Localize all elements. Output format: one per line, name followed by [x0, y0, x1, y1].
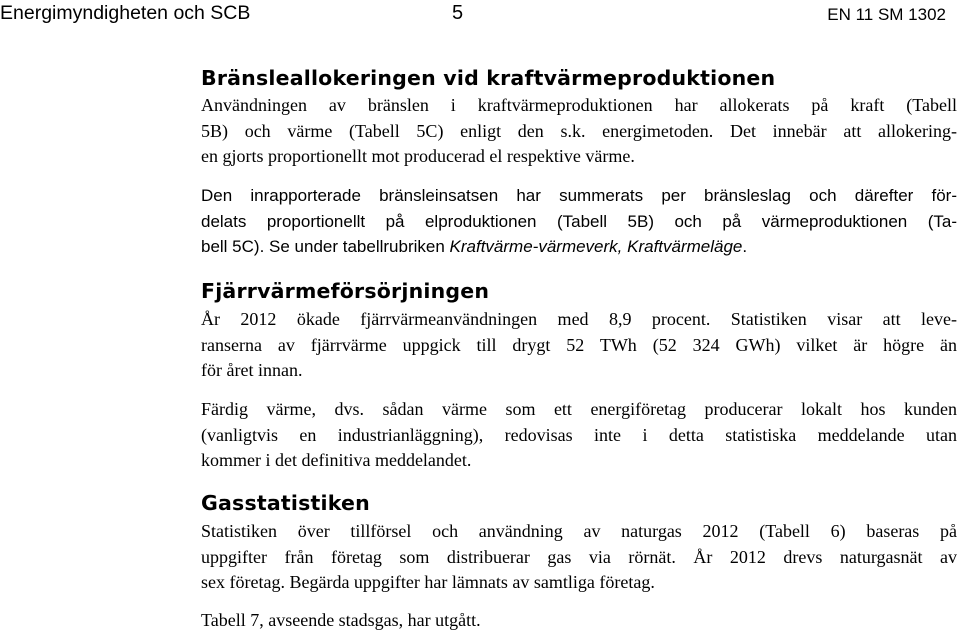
paragraph-district-heating-use [201, 307, 957, 384]
table-heading-reference: Kraftvärme-värmeverk, Kraftvärmeläge [449, 237, 743, 256]
section-heading-bransleallokering: Bränsleallokeringen vid kraftvärmeproduktionen [201, 66, 776, 90]
section-heading-gasstatistiken: Gasstatistiken [201, 491, 370, 515]
text-line [201, 234, 957, 260]
text-line: År 2012 ökade fjärrvärmeanvändningen med 8,9 procent. Statistiken visar att leve- [201, 309, 957, 329]
header-publisher: Energimyndigheten och SCB [0, 2, 251, 24]
header-report-id: EN 11 SM 1302 [827, 5, 946, 24]
text-line: Användningen av bränslen i kraftvärmeproduktionen har allokerats på kraft (Tabell [201, 95, 957, 115]
text-line: 5B) och värme (Tabell 5C) enligt den s.k. energimetoden. Det innebär att allokering- [201, 120, 957, 141]
text-line: uppgifter från företag som distribuerar gas via rörnät. År 2012 drevs naturgasnät av [201, 546, 957, 567]
text-fragment: bell 5C). Se under tabellrubriken [201, 237, 450, 256]
text-line: sex företag. Begärda uppgifter har lämnats av samtliga företag. [201, 572, 655, 592]
text-line: delats proportionellt på elproduktionen (Tabell 5B) och på värmeproduktionen (Ta- [201, 211, 957, 231]
text-line: Färdig värme, dvs. sådan värme som ett energiföretag producerar lokalt hos kunden [201, 399, 957, 419]
paragraph-fuel-input [201, 183, 957, 260]
paragraph-natural-gas [201, 519, 957, 596]
text-line: för året innan. [201, 360, 303, 380]
paragraph-town-gas [201, 608, 957, 634]
text-line: en gjorts proportionellt mot producerad el respektive värme. [201, 146, 635, 166]
text-line: (vanligtvis en industrianläggning), redovisas inte i detta statistiska meddelande utan [201, 424, 957, 445]
text-line: ranserna av fjärrvärme uppgick till drygt 52 TWh (52 324 GWh) vilket är högre än [201, 334, 957, 355]
section-heading-fjarrvarme: Fjärrvärmeförsörjningen [201, 279, 490, 303]
text-line: kommer i det definitiva meddelandet. [201, 450, 472, 470]
paragraph-allocation-method [201, 93, 957, 170]
header-page-number: 5 [452, 2, 464, 24]
text-line: Den inrapporterade bränsleinsatsen har summerats per bränsleslag och därefter för- [201, 186, 957, 205]
paragraph-finished-heat [201, 397, 957, 474]
text-line: Statistiken över tillförsel och användning av naturgas 2012 (Tabell 6) baseras på [201, 521, 957, 541]
text-line: Tabell 7, avseende stadsgas, har utgått. [201, 610, 481, 630]
text-fragment: . [742, 237, 748, 256]
